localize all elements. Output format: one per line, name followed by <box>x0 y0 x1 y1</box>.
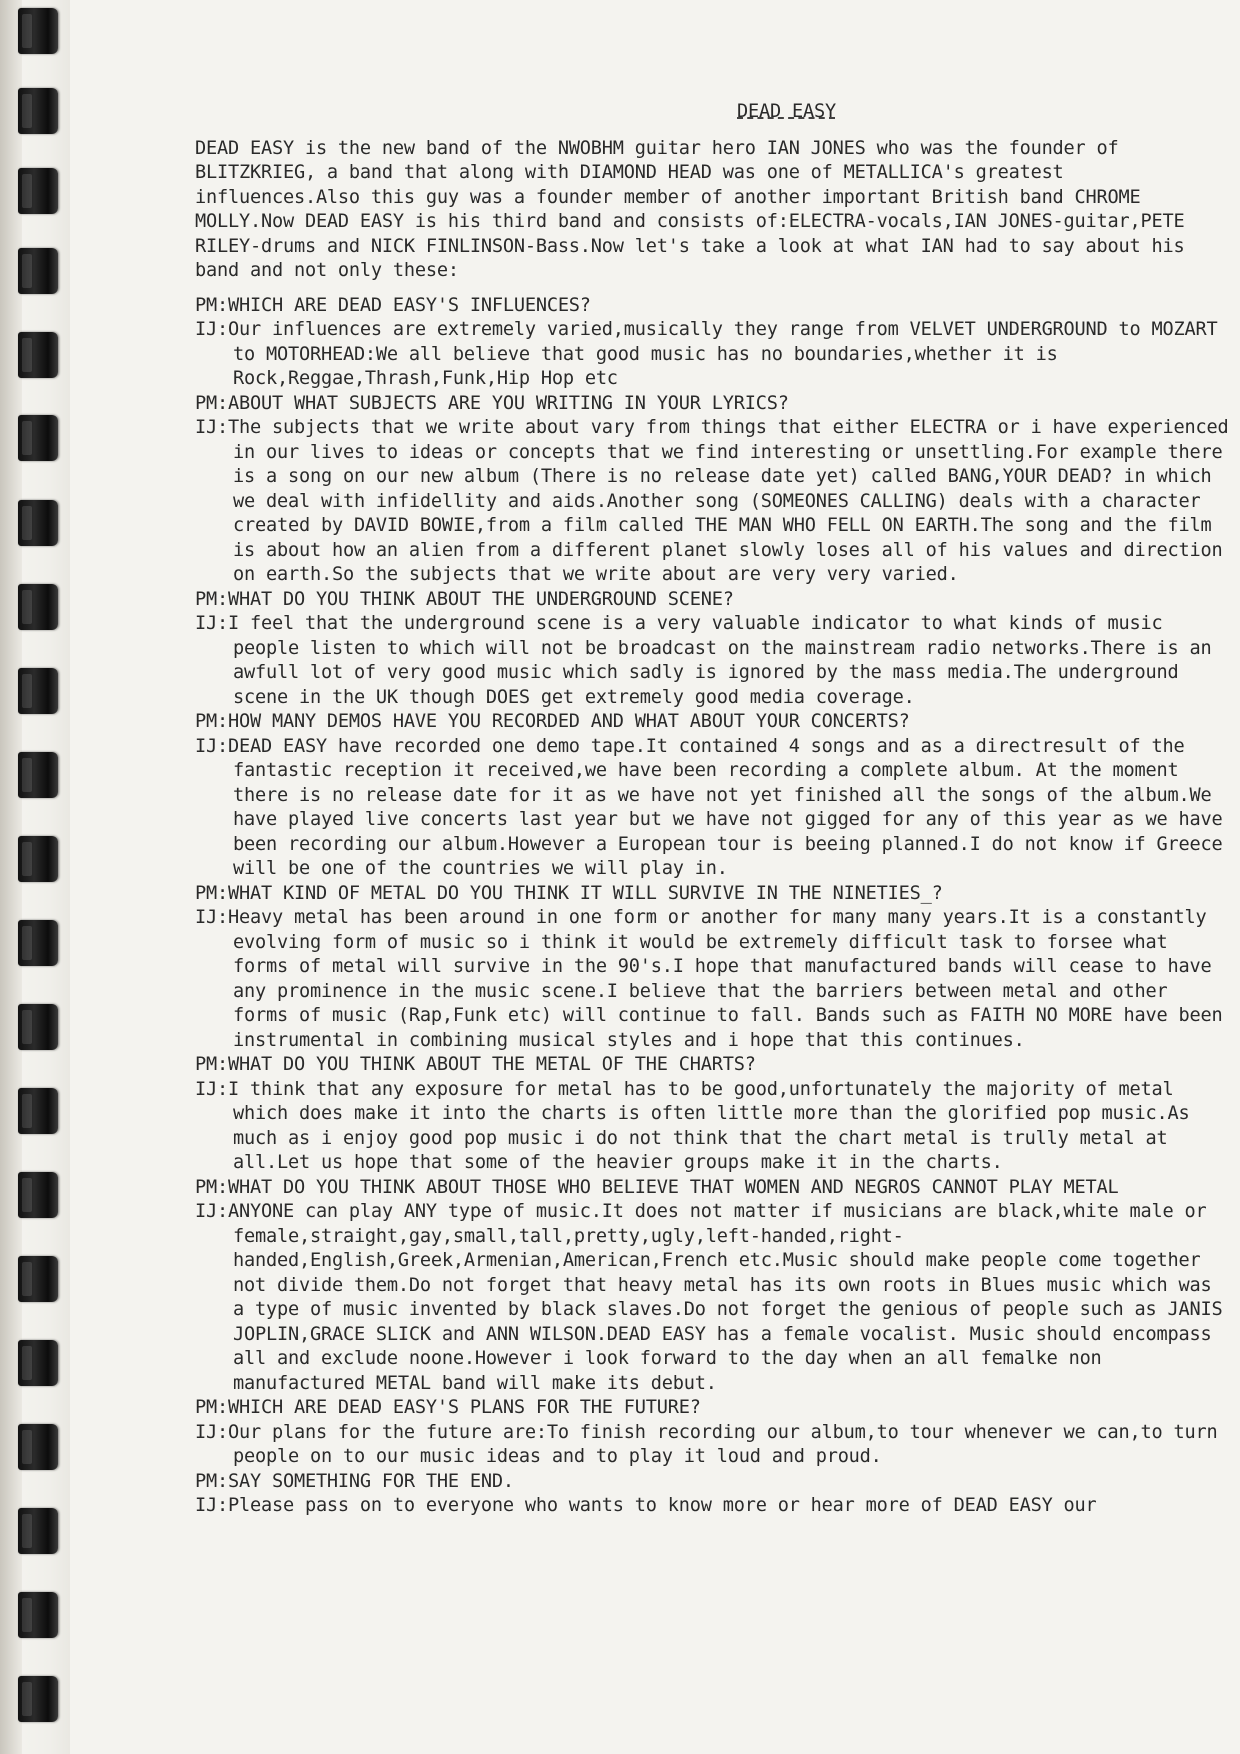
interview-item <box>195 710 1233 882</box>
interview-answer: IJ:Heavy metal has been around in one form or another for many many years.It is a constantly evolving form of music so i think it would be extremely difficult task to forsee what forms of metal will survive in the 90's.I hope that manufactured bands will cease to have any prominence in the music scene.I believe that the barriers between metal and other forms of music (Rap,Funk etc) will continue to fall. Bands such as FAITH NO MORE have been instrumental in combining musical styles and i hope that this continues. <box>195 907 1223 1051</box>
interview-item <box>195 1053 1233 1176</box>
binding-ring <box>18 1508 58 1554</box>
binding-ring <box>18 248 58 294</box>
binding-ring <box>18 1256 58 1302</box>
interview-question: PM:WHICH ARE DEAD EASY'S PLANS FOR THE FUTURE? <box>195 1397 701 1418</box>
binding-ring <box>18 88 58 134</box>
interview-item <box>195 882 1233 1054</box>
binding-ring <box>18 168 58 214</box>
intro-paragraph: DEAD EASY is the new band of the NWOBHM guitar hero IAN JONES who was the founder of BLITZKRIEG, a band that along with DIAMOND HEAD was one of METALLICA's greatest influences.Also this guy was a founder member of another important British band CHROME MOLLY.Now DEAD EASY is his third band and consists of:ELECTRA-vocals,IAN JONES-guitar,PETE RILEY-drums and NICK FINLINSON-Bass.Now let's take a look at what IAN had to say about his band and not only these: <box>195 137 1185 281</box>
interview-answer: IJ:Our plans for the future are:To finish recording our album,to tour whenever we can,to turn people on to our music ideas and to play it loud and proud. <box>195 1421 1218 1467</box>
interview-answer: IJ:I feel that the underground scene is a very valuable indicator to what kinds of music people listen to which will not be broadcast on the mainstream radio networks.There is an awfull lot of very good music which sadly is ignored by the mass media.The underground scene in the UK though DOES get extremely good media coverage. <box>195 613 1212 708</box>
interview-question: PM:SAY SOMETHING FOR THE END. <box>195 1470 514 1492</box>
interview-question: PM:WHAT DO YOU THINK ABOUT THOSE WHO BELIEVE THAT WOMEN AND NEGROS CANNOT PLAY METAL <box>195 1176 1119 1198</box>
binding-ring <box>18 1424 58 1470</box>
interview-question: PM:ABOUT WHAT SUBJECTS ARE YOU WRITING IN YOUR LYRICS? <box>195 392 789 414</box>
interview-answer: IJ:ANYONE can play ANY type of music.It does not matter if musicians are black,white male or female,straight,gay,small,tall,pretty,ugly,left-handed,right-handed,English,Greek,Armenian,American,French etc.Music should make people come together not divide them.Do not forget that heavy metal has its own roots in Blues music which was a type of music invented by black slaves.Do not forget the genious of people such as JANIS JOPLIN,GRACE SLICK and ANN WILSON.DEAD EASY has a female vocalist. Music should encompass all and exclude noone.However i look forward to the day when an all femalke non manufactured METAL band will make its debut. <box>195 1201 1223 1394</box>
interview-answer: IJ:DEAD EASY have recorded one demo tape.It contained 4 songs and as a directresult of the fantastic reception it received,we have been recording a complete album. At the moment there is no release date for it as we have not yet finished all the songs of the album.We have played live concerts last year but we have not gigged for any of this year as we have been recording our album.However a European tour is beeing planned.I do not know if Greece will be one of the countries we will play in. <box>195 735 1223 879</box>
binding-ring <box>18 920 58 966</box>
binding-ring <box>18 332 58 378</box>
binding-ring <box>18 1340 58 1386</box>
interview-question: PM:WHAT DO YOU THINK ABOUT THE UNDERGROUND SCENE? <box>195 588 734 610</box>
binding-ring <box>18 1592 58 1638</box>
binding-ring <box>18 1004 58 1050</box>
interview-question: PM:HOW MANY DEMOS HAVE YOU RECORDED AND WHAT ABOUT YOUR CONCERTS? <box>195 711 910 732</box>
interview-question: PM:WHAT DO YOU THINK ABOUT THE METAL OF THE CHARTS? <box>195 1054 756 1075</box>
interview-question: PM:WHAT KIND OF METAL DO YOU THINK IT WILL SURVIVE IN THE NINETIES_? <box>195 882 943 904</box>
binding-ring <box>18 415 58 461</box>
interview-item <box>195 588 1233 711</box>
interview-question: PM:WHICH ARE DEAD EASY'S INFLUENCES? <box>195 294 591 316</box>
binding-ring <box>18 1676 58 1722</box>
binding-ring <box>18 1172 58 1218</box>
binding-ring <box>18 8 58 54</box>
typed-page <box>195 100 1233 1519</box>
interview-answer: IJ:The subjects that we write about vary from things that either ELECTRA or i have experienced in our lives to ideas or concepts that we find interesting or unsettling.For example there is a song on our new album (There is no release date yet) called BANG,YOUR DEAD? in which we deal with infidellity and aids.Another song (SOMEONES CALLING) deals with a character created by DAVID BOWIE,from a film called THE MAN WHO FELL ON EARTH.The song and the film is about how an alien from a different planet slowly loses all of his values and direction on earth.So the subjects that we write about are very very varied. <box>195 417 1229 585</box>
interview-item <box>195 294 1233 392</box>
spiral-binding <box>0 0 70 1754</box>
binding-ring <box>18 836 58 882</box>
binding-ring <box>18 752 58 798</box>
binding-ring <box>18 500 58 546</box>
interview-item <box>195 1396 1233 1470</box>
interview-item <box>195 1176 1233 1397</box>
interview-item <box>195 392 1233 588</box>
interview-answer: IJ:Please pass on to everyone who wants to know more or hear more of DEAD EASY our <box>195 1495 1097 1516</box>
binding-ring <box>18 668 58 714</box>
interview-item <box>195 1470 1233 1519</box>
interview-answer: IJ:Our influences are extremely varied,musically they range from VELVET UNDERGROUND to MOZART to MOTORHEAD:We all believe that good music has no boundaries,whether it is Rock,Reggae,Thrash,Funk,Hip Hop etc <box>195 319 1218 389</box>
binding-ring <box>18 584 58 630</box>
interview-answer: IJ:I think that any exposure for metal has to be good,unfortunately the majority of metal which does make it into the charts is often little more than the glorified pop music.As much as i enjoy good pop music i do not think that the chart metal is trully metal at all.Let us hope that some of the heavier groups make it in the charts. <box>195 1078 1190 1173</box>
binding-ring <box>18 1088 58 1134</box>
page-title: DEAD EASY <box>737 101 836 122</box>
